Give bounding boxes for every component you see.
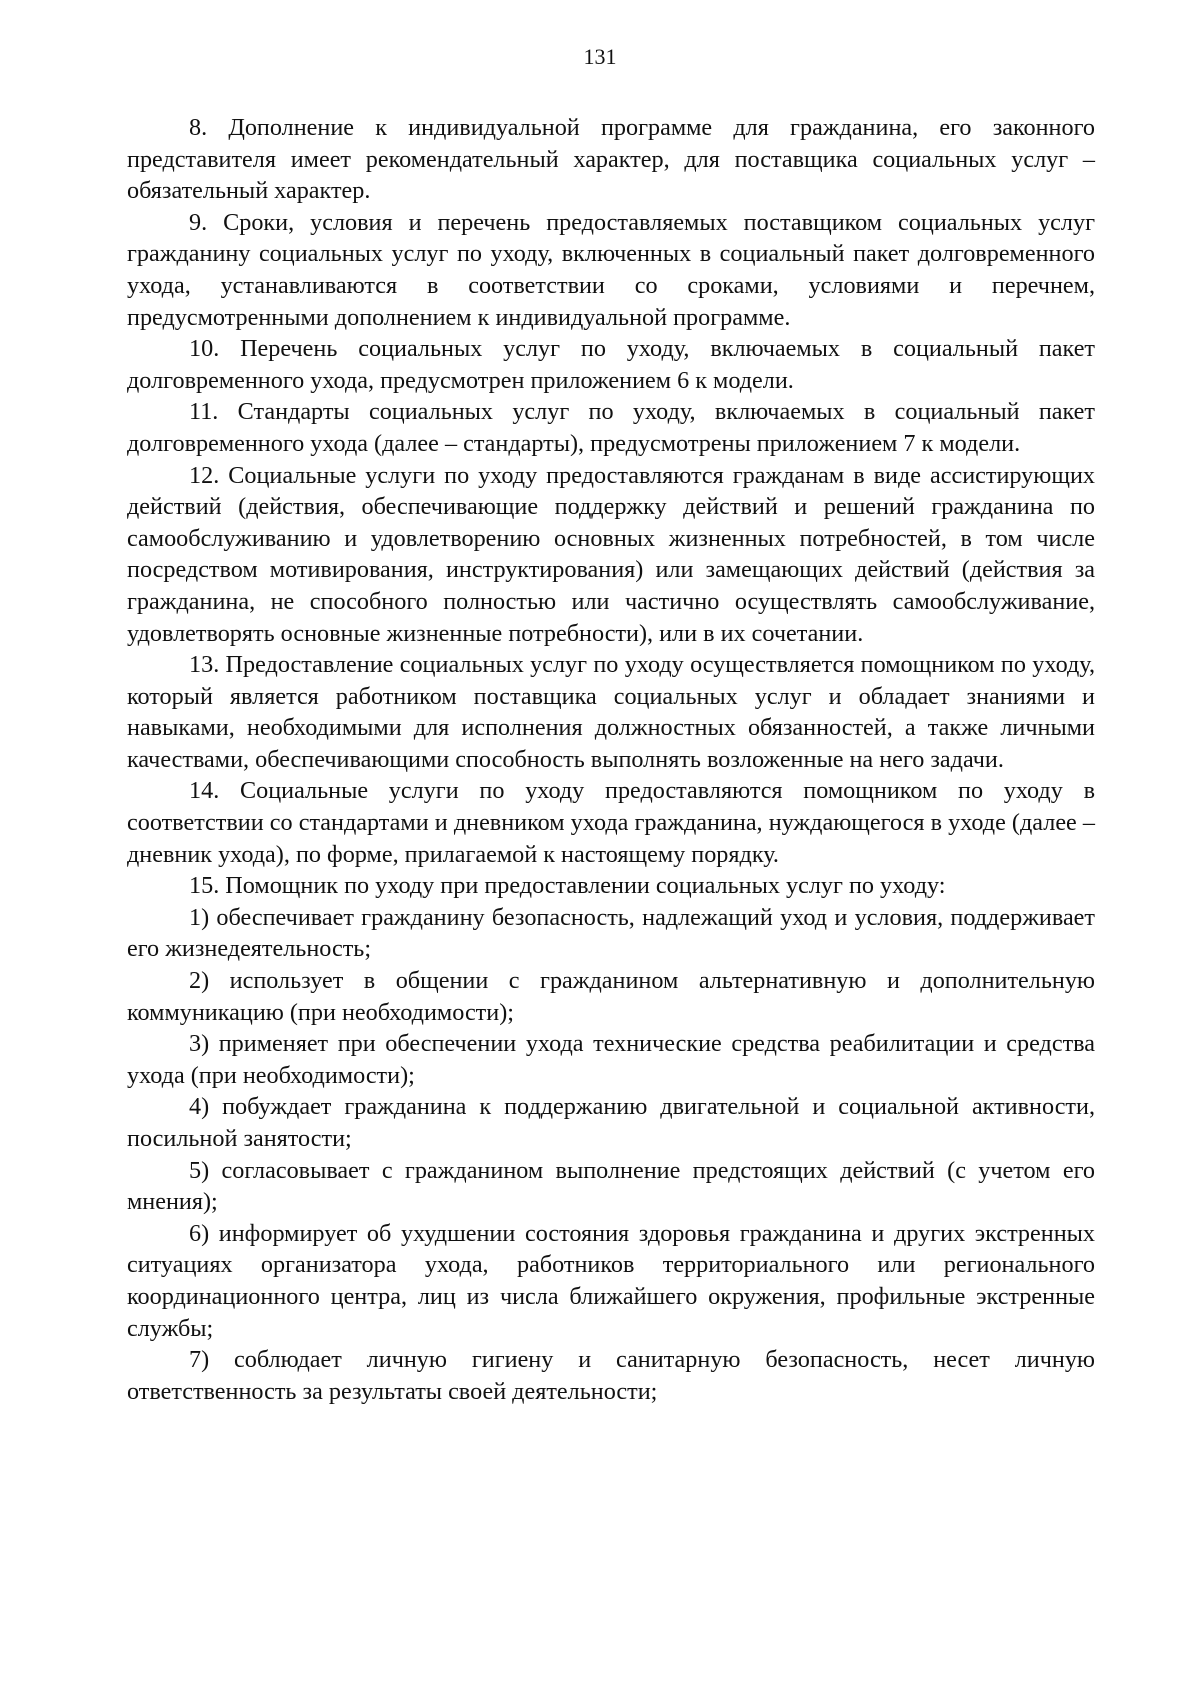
list-item-3: 3) применяет при обеспечении ухода технические средства реабилитации и средства ухода (при необходимости); <box>127 1030 1095 1089</box>
paragraph-11: 11. Стандарты социальных услуг по уходу, включаемых в социальный пакет долговременного ухода (далее – стандарты), предусмотрены приложением 7 к модели. <box>127 398 1095 457</box>
paragraph-8: 8. Дополнение к индивидуальной программе для гражданина, его законного представителя имеет рекомендательный характер, для поставщика социальных услуг – обязательный характер. <box>127 114 1095 205</box>
paragraph-12: 12. Социальные услуги по уходу предоставляются гражданам в виде ассистирующих действий (действия, обеспечивающие поддержку действий и решений гражданина по самообслуживанию и удовлетворению основных жизненных потребностей, в том числе посредством мотивирования, инструктирования) или замещающих действий (действия за гражданина, не способного полностью или частично осуществлять самообслуживание, удовлетворять основные жизненные потребности), или в их сочетании. <box>127 461 1095 647</box>
paragraph-10: 10. Перечень социальных услуг по уходу, включаемых в социальный пакет долговременного ухода, предусмотрен приложением 6 к модели. <box>127 335 1095 394</box>
list-item-4: 4) побуждает гражданина к поддержанию двигательной и социальной активности, посильной занятости; <box>127 1093 1095 1152</box>
list-item-6: 6) информирует об ухудшении состояния здоровья гражданина и других экстренных ситуациях организатора ухода, работников территориального или регионального координационного центра, лиц из числа ближайшего окружения, профильные экстренные службы; <box>127 1219 1095 1342</box>
page-number: 131 <box>583 44 617 69</box>
paragraph-9: 9. Сроки, условия и перечень предоставляемых поставщиком социальных услуг гражданину социальных услуг по уходу, включенных в социальный пакет долговременного ухода, устанавливаются в соответствии со сроками, условиями и перечнем, предусмотренными дополнением к индивидуальной программе. <box>127 208 1095 331</box>
list-item-7: 7) соблюдает личную гигиену и санитарную безопасность, несет личную ответственность за результаты своей деятельности; <box>127 1346 1095 1405</box>
paragraph-15: 15. Помощник по уходу при предоставлении социальных услуг по уходу: <box>189 872 946 900</box>
paragraph-14: 14. Социальные услуги по уходу предоставляются помощником по уходу в соответствии со стандартами и дневником ухода гражданина, нуждающегося в уходе (далее – дневник ухода), по форме, прилагаемой к настоящему порядку. <box>127 777 1095 868</box>
list-item-2: 2) использует в общении с гражданином альтернативную и дополнительную коммуникацию (при необходимости); <box>127 967 1095 1026</box>
body-text <box>127 112 1095 1407</box>
list-item-1: 1) обеспечивает гражданину безопасность, надлежащий уход и условия, поддерживает его жизнедеятельность; <box>127 903 1095 963</box>
paragraph-13: 13. Предоставление социальных услуг по уходу осуществляется помощником по уходу, который является работником поставщика социальных услуг и обладает знаниями и навыками, необходимыми для исполнения должностных обязанностей, а также личными качествами, обеспечивающими способность выполнять возложенные на него задачи. <box>127 651 1095 773</box>
list-item-5: 5) согласовывает с гражданином выполнение предстоящих действий (с учетом его мнения); <box>127 1156 1095 1216</box>
